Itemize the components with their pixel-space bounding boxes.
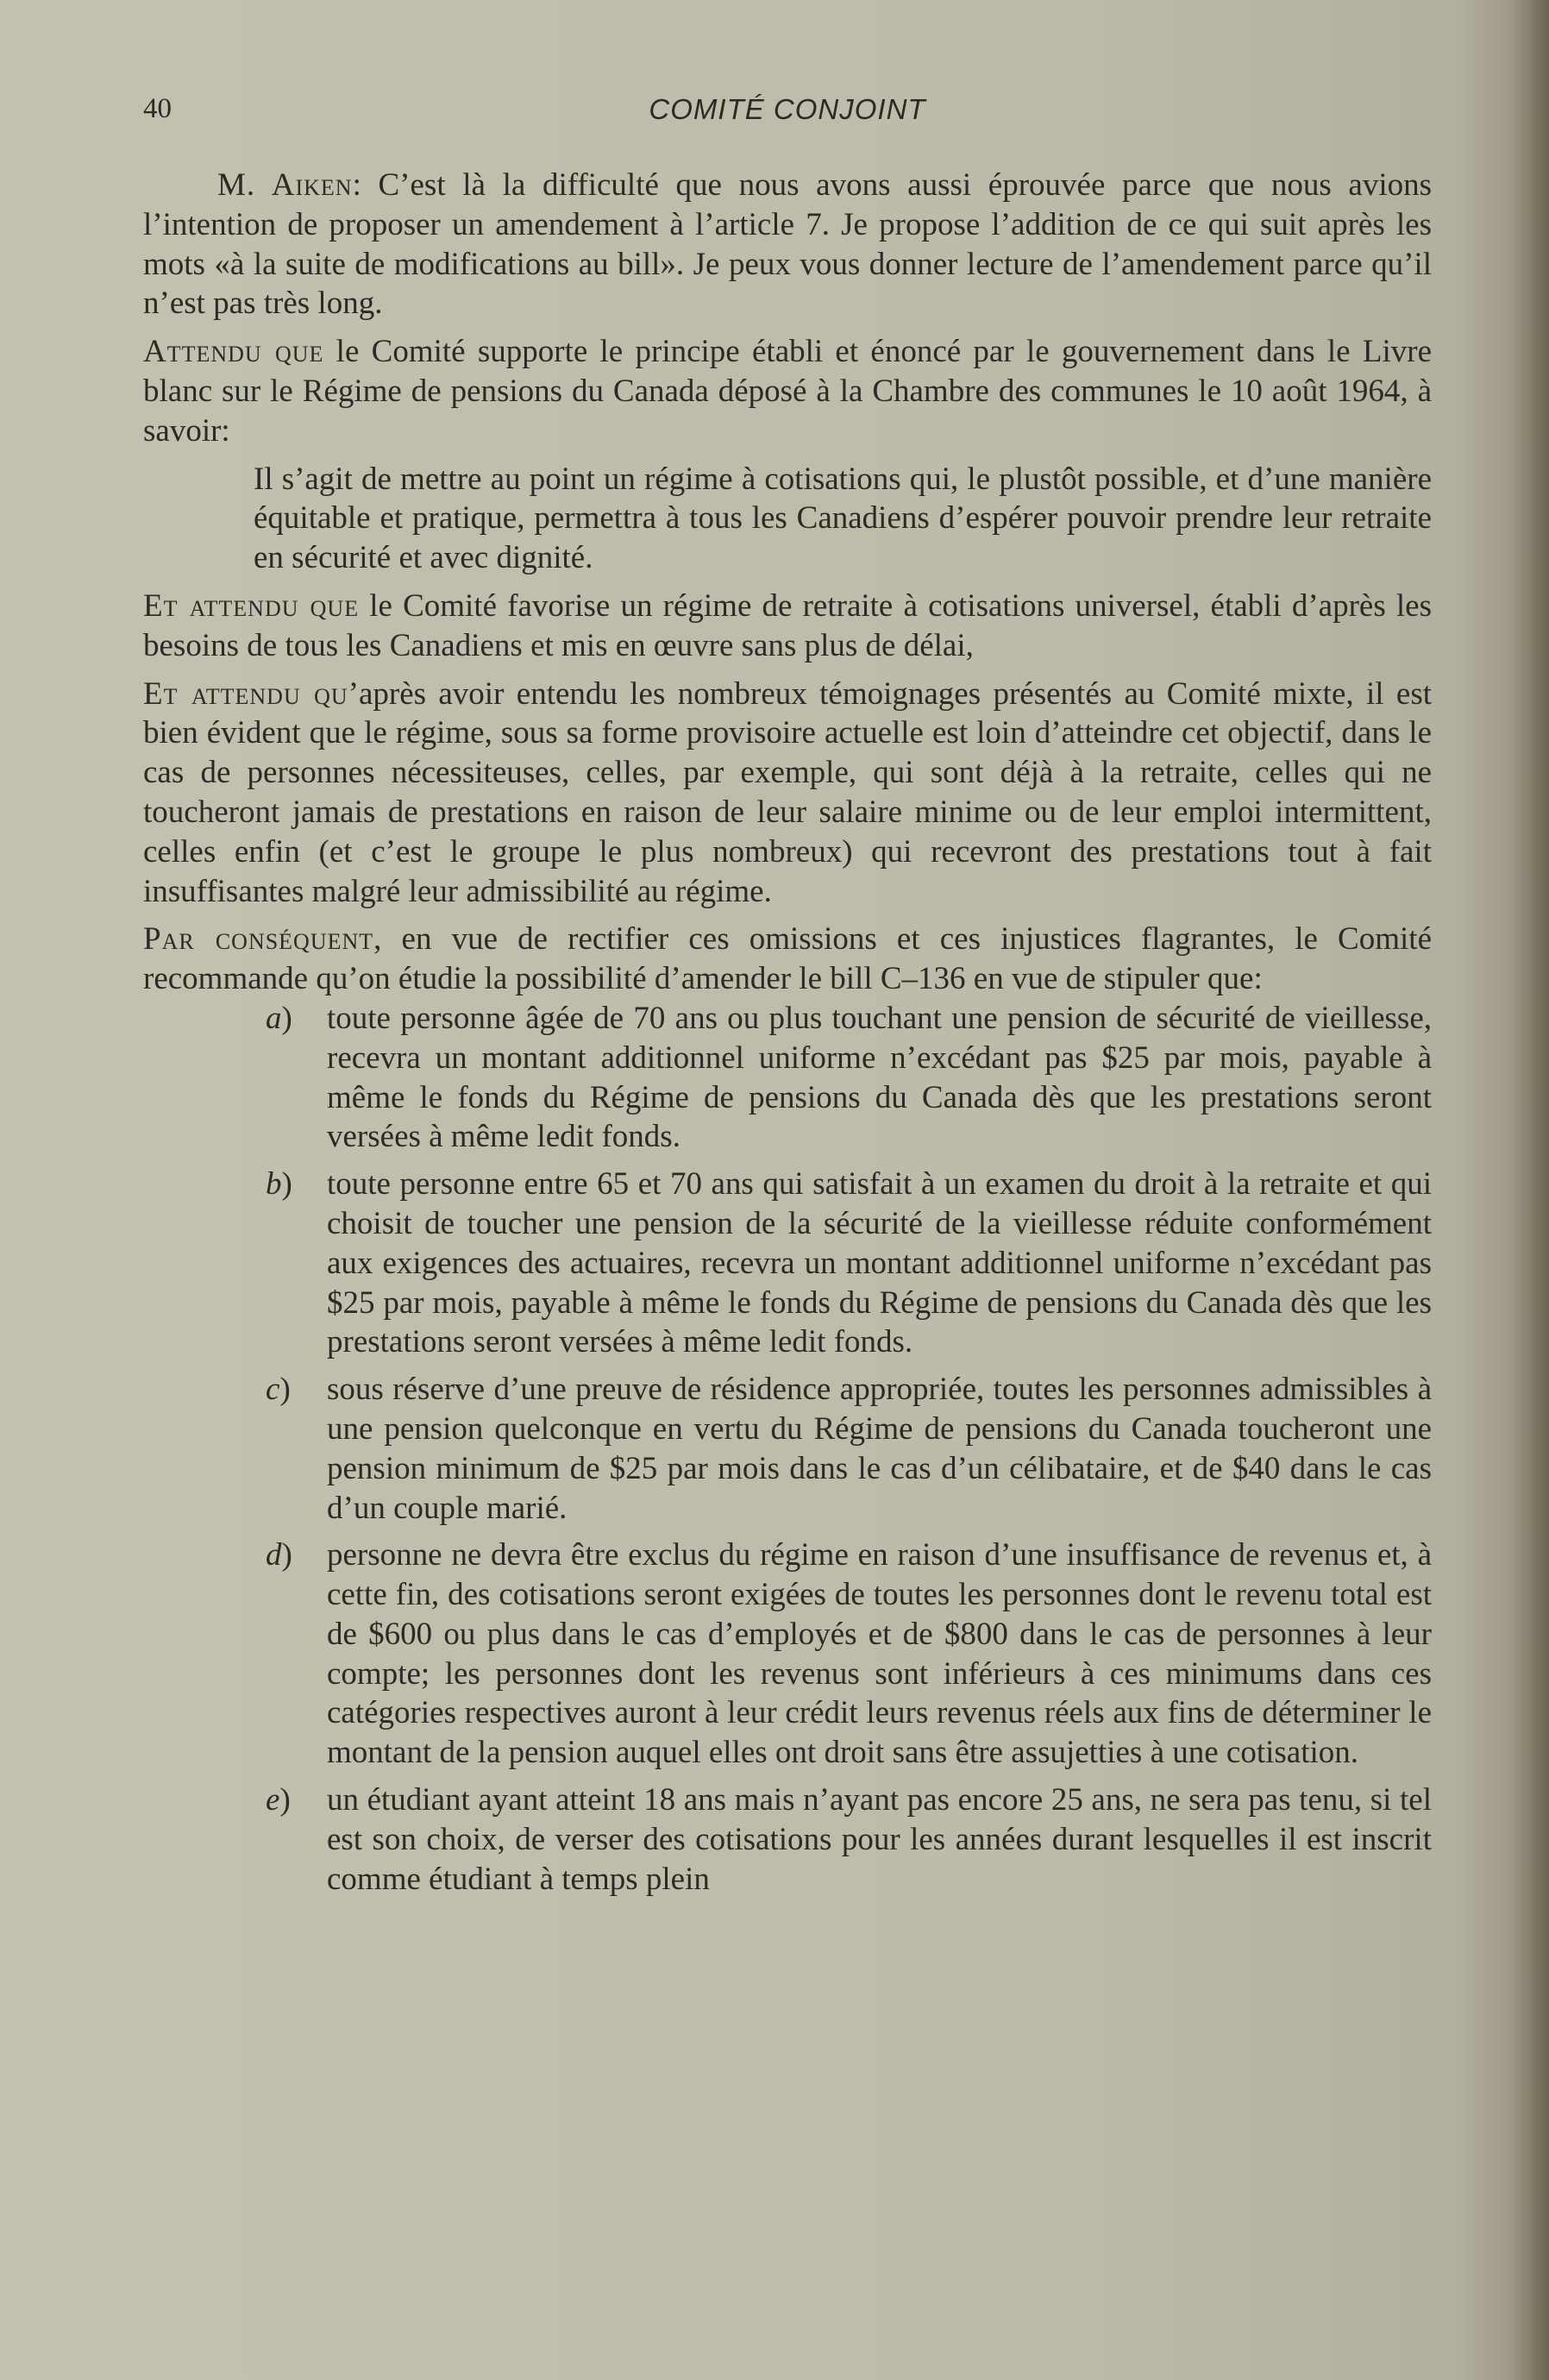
list-item-text: sous réserve d’une preuve de résidence appropriée, toutes les personnes admissibles à une pension quelconque en vertu du Régime de pensions du Canada toucheront une pension minimum de $25 par mois dans le cas d’un célibataire, et de $40 dans le cas d’un couple marié. bbox=[327, 1372, 1432, 1526]
paragraph-et-attendu-lead: Et attendu que bbox=[143, 587, 360, 624]
list-item-marker: e) bbox=[266, 1782, 291, 1818]
amendment-list bbox=[143, 999, 1432, 1900]
list-item-marker: c) bbox=[266, 1372, 291, 1408]
running-title: COMITÉ CONJOINT bbox=[649, 93, 926, 125]
block-quote: Il s’agit de mettre au point un régime à cotisations qui, le plustôt possible, et d’une manière équitable et pratique, permettra à tous les Canadiens d’espérer pouvoir prendre leur retraite en sécurité et avec dignité. bbox=[254, 461, 1432, 576]
list-item-marker: b) bbox=[266, 1166, 292, 1203]
paragraph-attendu-lead: Attendu que bbox=[143, 334, 324, 370]
paragraph-et-attendu-text: le Comité favorise un régime de retraite à cotisations universel, établi d’après les besoins de tous les Canadiens et mis en œuvre sans plus de délai, bbox=[143, 587, 1432, 663]
running-head bbox=[143, 90, 1432, 133]
list-item-letter: a bbox=[266, 1000, 282, 1036]
list-item bbox=[143, 1370, 1432, 1528]
list-item-text: un étudiant ayant atteint 18 ans mais n’ayant pas encore 25 ans, ne sera pas tenu, si tel est son choix, de verser des cotisations pour les années durant lesquelles il est inscrit comme étudiant à temps plein bbox=[327, 1782, 1432, 1897]
paragraph-et-attendu-2 bbox=[143, 675, 1432, 912]
list-item-letter: c bbox=[266, 1372, 280, 1408]
paragraph-aiken bbox=[143, 166, 1432, 323]
paragraph-attendu-text: le Comité supporte le principe établi et énoncé par le gouvernement dans le Livre blanc sur le Régime de pensions du Canada déposé à la Chambre des communes le 10 août 1964, à savoir: bbox=[143, 334, 1432, 449]
paragraph-par-consequent bbox=[143, 920, 1432, 999]
paragraph-et-attendu-2-text: ’après avoir entendu les nombreux témoignages présentés au Comité mixte, il est bien évident que le régime, sous sa forme provisoire actuelle est loin d’atteindre cet objectif, dans le cas de personnes nécessiteuses, celles, par exemple, qui sont déjà à la retraite, celles qui ne toucheront jamais de prestations en raison de leur salaire minime ou de leur emploi intermittent, celles enfin (et c’est le groupe le plus nombreux) qui recevront des prestations tout à fait insuffisantes malgré leur admissibilité au régime. bbox=[143, 675, 1432, 909]
list-item bbox=[143, 1780, 1432, 1899]
list-item bbox=[143, 1165, 1432, 1362]
paragraph-aiken-text: : C’est là la difficulté que nous avons aussi éprouvée parce que nous avions l’intention de proposer un amendement à l’article 7. Je propose l’addition de ce qui suit après les mots «à la suite de modifications au bill». Je peux vous donner lecture de l’amendement parce qu’il n’est pas très long. bbox=[143, 167, 1433, 322]
list-item-marker: d) bbox=[266, 1537, 292, 1573]
list-item-text: personne ne devra être exclus du régime en raison d’une insuffisance de revenus et, à cette fin, des cotisations seront exigées de toutes les personnes dont le revenu total est de $600 ou plus dans le cas d’employés et de $800 dans le cas de personnes à leur compte; les personnes dont les revenus sont inférieurs à ces minimums dans ces catégories respectives auront à leur crédit leurs revenus réels aux fins de déterminer le montant de la pension auquel elles ont droit sans être assujetties à une cotisation. bbox=[327, 1537, 1432, 1771]
list-item-letter: e bbox=[266, 1782, 280, 1818]
paragraph-et-attendu-2-lead: Et attendu qu bbox=[143, 675, 348, 712]
paragraph-et-attendu bbox=[143, 587, 1432, 666]
paragraph-par-consequent-lead: Par conséquent bbox=[143, 921, 374, 958]
speaker-name: M. Aiken bbox=[217, 167, 353, 203]
list-item-letter: d bbox=[266, 1537, 282, 1573]
list-item-text: toute personne âgée de 70 ans ou plus touchant une pension de sécurité de vieillesse, recevra un montant additionnel uniforme n’excédant pas $25 par mois, payable à même le fonds du Régime de pensions du Canada dès que les prestations seront versées à même ledit fonds. bbox=[327, 1000, 1432, 1155]
list-item bbox=[143, 999, 1432, 1157]
page-number: 40 bbox=[143, 93, 172, 124]
paragraph-attendu bbox=[143, 332, 1432, 450]
list-item-text: toute personne entre 65 et 70 ans qui satisfait à un examen du droit à la retraite et qui choisit de toucher une pension de la sécurité de la vieillesse réduite conformément aux exigences des actuaires, recevra un montant additionnel uniforme n’excédant pas $25 par mois, payable à même le fonds du Régime de pensions du Canada dès que les prestations seront versées à même ledit fonds. bbox=[327, 1166, 1432, 1360]
body-text bbox=[143, 166, 1432, 1899]
page-edge-shadow bbox=[1509, 0, 1549, 2380]
list-item bbox=[143, 1535, 1432, 1773]
list-item-letter: b bbox=[266, 1166, 282, 1203]
paragraph-par-consequent-text: , en vue de rectifier ces omissions et ces injustices flagrantes, le Comité recommande qu’on étudie la possibilité d’amender le bill C–136 en vue de stipuler que: bbox=[143, 921, 1432, 997]
list-item-marker: a) bbox=[266, 1000, 292, 1036]
